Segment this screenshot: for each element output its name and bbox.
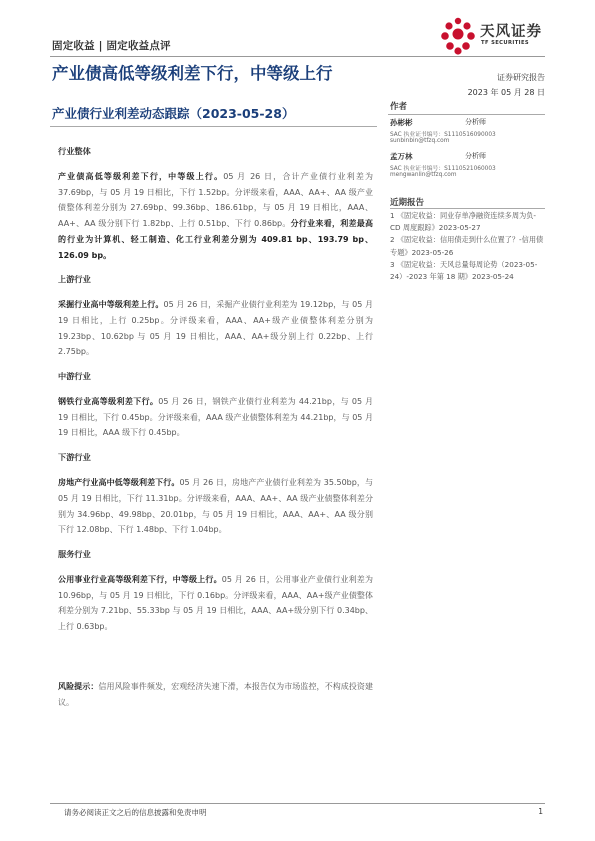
section-upstream xyxy=(58,274,373,360)
author-name: 孟万林 xyxy=(390,152,413,161)
section-services xyxy=(58,549,373,635)
brand-logo xyxy=(440,16,580,56)
footer-disclaimer: 请务必阅读正文之后的信息披露和免责申明 xyxy=(64,808,207,817)
recent-report-link[interactable]: 2 《固定收益：信用债走到什么位置了？-信用债专题》2023-05-26 xyxy=(390,235,544,257)
report-title: 产业债高低等级利差下行，中等级上行 xyxy=(52,64,333,83)
section-lead: 采掘行业高中等级利差上行。 xyxy=(58,300,164,310)
section-body: 05 月 26 日，合计产业债行业利差为 37.69bp，与 05 月 19 日相比，下行 1.52bp。分评级来看，AAA、AA+、AA 级产业债整体利差分别为 27.69bp、99.36bp、186.61bp，与 05 月 19 日相比，AAA、AA+、AA 级分别下行 1.82bp、上行 0.51bp、下行 0.86bp。 xyxy=(58,172,373,229)
section-body: 05 月 26 日，公用事业产业债行业利差为 10.96bp，与 05 月 19 日相比，下行 0.16bp。分评级来看，AAA、AA+级产业债整体利差分别为 7.21bp、55.33bp 与 05 月 19 日相比，AAA、AA+级分别下行 0.34bp、上行 0.63bp。 xyxy=(58,574,373,632)
risk-label: 风险提示： xyxy=(58,682,99,691)
main-content xyxy=(58,136,373,646)
section-lead: 房地产行业高中低等级利差下行。 xyxy=(58,478,180,488)
recent-reports-heading: 近期报告 xyxy=(390,198,425,208)
section-downstream xyxy=(58,452,373,538)
brand-name-cn: 天风证券 xyxy=(480,24,542,40)
recent-reports-list xyxy=(390,210,545,283)
authors-heading: 作者 xyxy=(390,102,408,112)
section-body: 05 月 26 日，钢铁产业债行业利差为 44.21bp，与 05 月 19 日相比，下行 0.45bp。分评级来看，AAA 级产业债整体利差为 44.21bp，与 05 月 19 日相比，AAA 级下行 0.45bp。 xyxy=(58,397,374,438)
section-paragraph xyxy=(58,297,373,360)
author-name: 孙彬彬 xyxy=(390,118,413,127)
brand-name-en: TF SECURITIES xyxy=(481,40,530,46)
section-overall xyxy=(58,146,373,263)
subtitle-divider xyxy=(50,126,377,127)
section-heading: 下游行业 xyxy=(58,452,91,463)
section-lead: 钢铁行业高等级利差下行。 xyxy=(58,397,159,407)
recent-report-link[interactable]: 3 《固定收益：天风总量每周论势（2023-05-24）-2023 年第 18 期》2023-05-24 xyxy=(390,259,538,282)
section-lead: 产业债高低等级利差下行，中等级上行。 xyxy=(58,172,224,181)
recent-report-link[interactable]: 1 《固定收益：同业存单净融资连续多周为负-CD 周度跟踪》2023-05-27 xyxy=(390,211,537,233)
section-lead: 公用事业行业高等级利差下行，中等级上行。 xyxy=(58,574,222,584)
sidebar-divider xyxy=(388,114,545,115)
risk-text: 信用风险事件频发，宏观经济失速下滑，本报告仅为市场监控，不构成投资建议。 xyxy=(58,682,374,707)
section-paragraph xyxy=(58,394,373,441)
author-title: 分析师 xyxy=(465,152,486,160)
report-date: 2023 年 05 月 28 日 xyxy=(467,88,545,97)
section-heading: 行业整体 xyxy=(58,146,91,156)
page-number: 1 xyxy=(538,807,543,816)
author-title: 分析师 xyxy=(465,118,486,126)
section-heading: 中游行业 xyxy=(58,371,91,382)
section-body: 05 月 26 日，采掘产业债行业利差为 19.12bp，与 05 月 19 日相比，上行 0.25bp。分评级来看，AAA、AA+级产业债整体利差分别为 19.23bp、10.62bp 与 05 月 19 日相比，AAA、AA+级分别上行 0.22bp、上行 2.75bp。 xyxy=(58,300,374,357)
author-email[interactable]: sunbinbin@tfzq.com xyxy=(390,138,450,144)
section-lead-secondary: 分行业来看，利差最高的行业为计算机、轻工制造、化工行业利差分别为 409.81 bp、193.79 bp、126.09 bp。 xyxy=(58,219,374,260)
recent-reports-divider xyxy=(390,208,545,209)
author-sac-number: SAC 执业证书编号：S1110521060003 xyxy=(390,166,496,172)
risk-warning xyxy=(58,679,373,710)
report-category: 固定收益 | 固定收益点评 xyxy=(52,40,171,52)
section-heading: 服务行业 xyxy=(58,548,91,559)
report-subtitle: 产业债行业利差动态跟踪（2023-05-28） xyxy=(52,106,295,121)
section-paragraph xyxy=(58,169,373,263)
section-paragraph xyxy=(58,572,373,635)
section-midstream xyxy=(58,371,373,441)
report-type: 证券研究报告 xyxy=(497,73,545,82)
section-heading: 上游行业 xyxy=(58,274,91,285)
author-email[interactable]: mengwanlin@tfzq.com xyxy=(390,172,457,178)
author-sac-number: SAC 执业证书编号：S1110516090003 xyxy=(390,132,496,138)
section-paragraph xyxy=(58,475,373,538)
header-divider xyxy=(50,56,545,57)
footer-divider xyxy=(50,803,545,804)
tf-logo-icon xyxy=(440,16,476,56)
section-body: 05 月 26 日，房地产产业债行业利差为 35.50bp，与 05 月 19 日相比，下行 11.31bp。分评级来看，AAA、AA+、AA 级产业债整体利差分别为 34.96bp、49.98bp、20.01bp，与 05 月 19 日相比，AAA、AA+、AA 级分别下行 12.08bp、下行 1.48bp、下行 1.04bp。 xyxy=(58,478,374,535)
